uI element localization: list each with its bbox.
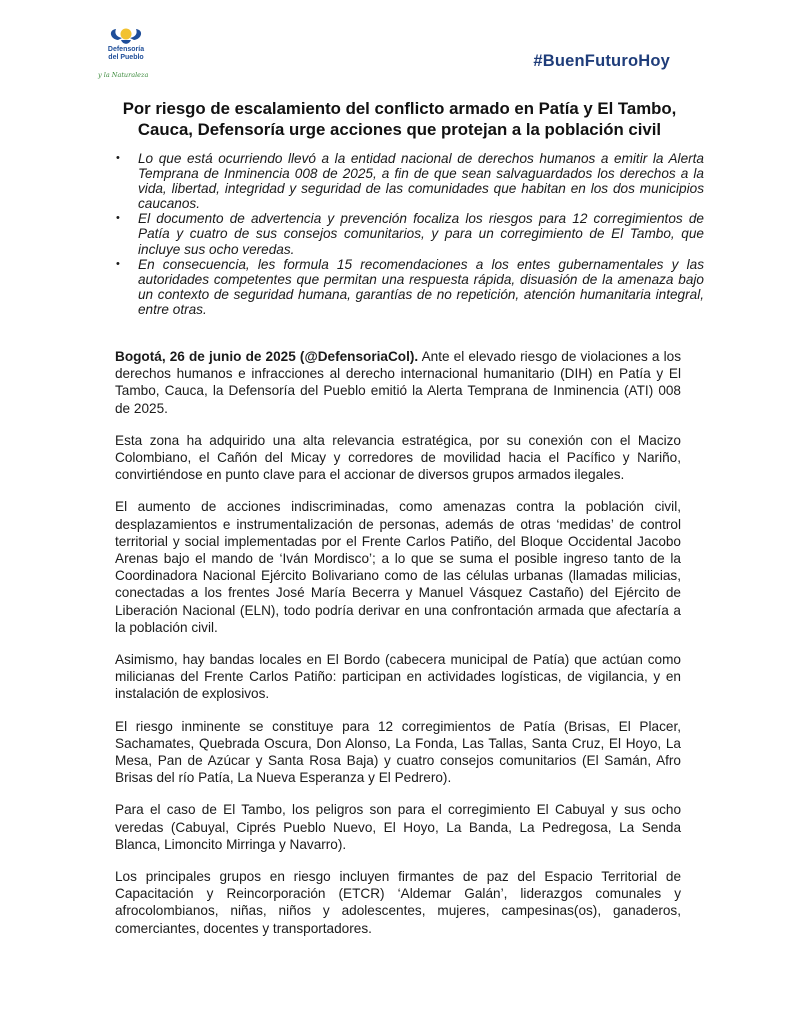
campaign-hashtag: #BuenFuturoHoy xyxy=(533,52,670,70)
paragraph: El riesgo inminente se constituye para 12 corregimientos de Patía (Brisas, El Placer, Sachamates, Quebrada Oscura, Don Alonso, La Fonda, Las Tallas, Santa Cruz, El Hoyo, La Mesa, Pan de Azúcar y Santa Rosa Baja) y cuatro consejos comunitarios (El Samán, Afro Brisas del río Patía, La Nueva Esperanza y El Pedrero). xyxy=(115,718,681,786)
list-item: • Lo que está ocurriendo llevó a la entidad nacional de derechos humanos a emitir la Alerta Temprana de Inminencia 008 de 2025, a fin de que sean salvaguardados los derechos a la vida, libertad, integridad y seguridad de las comunidades que habitan en los dos municipios caucanos. xyxy=(116,151,704,212)
paragraph: Bogotá, 26 de junio de 2025 (@DefensoriaCol). Ante el elevado riesgo de violaciones a los derechos humanos e infracciones al derecho internacional humanitario (DIH) en Patía y El Tambo, Cauca, la Defensoría del Pueblo emitió la Alerta Temprana de Inminencia (ATI) 008 de 2025. xyxy=(115,349,681,416)
list-item: • El documento de advertencia y prevención focaliza los riesgos para 12 corregimientos de Patía y cuatro de sus consejos comunitarios, y para un corregimiento de El Tambo, que incluye sus ocho veredas. xyxy=(116,211,704,257)
bullet-icon: • xyxy=(116,212,120,225)
paragraph: El aumento de acciones indiscriminadas, como amenazas contra la población civil, desplazamientos e instrumentalización de personas, además de otras ‘medidas’ de control territorial y social implementadas por el Frente Carlos Patiño, del Bloque Occidental Jacobo Arenas bajo el mando de ‘Iván Mordisco’; a lo que se suma el posible ingreso tanto de la Coordinadora Nacional Ejército Bolivariano como de las células urbanas (llamadas milicias, conectadas a los frentes José María Becerra y Manuel Vásquez Castaño) del Ejército de Liberación Nacional (ELN), todo podría derivar en una confrontación armada que afectaría a la población civil. xyxy=(115,499,681,635)
summary-bullets xyxy=(118,151,704,317)
logo-name: Defensoría del Pueblo xyxy=(107,46,145,61)
list-item: • En consecuencia, les formula 15 recomendaciones a los entes gubernamentales y las autoridades competentes que permitan una respuesta rápida, disuasión de la amenaza bajo un contexto de seguridad humana, garantías de no repetición, atención humanitaria integral, entre otras. xyxy=(116,256,704,317)
defensoria-logo xyxy=(96,26,176,84)
dateline: Bogotá, 26 de junio de 2025 (@DefensoriaCol). xyxy=(115,349,419,364)
logo-emblem-icon xyxy=(96,26,156,48)
paragraph: Esta zona ha adquirido una alta relevancia estratégica, por su conexión con el Macizo Colombiano, el Cañón del Micay y corredores de movilidad hacia el Pacífico y Nariño, convirtiéndose en punto clave para el accionar de diversos grupos armados ilegales. xyxy=(115,432,681,483)
bullet-icon: • xyxy=(116,257,120,270)
page-title: Por riesgo de escalamiento del conflicto armado en Patía y El Tambo, Cauca, Defensoría urge acciones que protejan a la población civil xyxy=(122,99,677,139)
paragraph: Para el caso de El Tambo, los peligros son para el corregimiento El Cabuyal y sus ocho veredas (Cabuyal, Ciprés Pueblo Nuevo, El Hoyo, La Banda, La Pedregosa, La Senda Blanca, Limoncito Mirringa y Navarro). xyxy=(115,802,681,852)
logo-tagline: y la Naturaleza xyxy=(98,71,149,79)
paragraph: Asimismo, hay bandas locales en El Bordo (cabecera municipal de Patía) que actúan como milicianas del Frente Carlos Patiño: participan en actividades logísticas, de vigilancia, y en instalación de explosivos. xyxy=(115,652,681,702)
paragraph: Los principales grupos en riesgo incluyen firmantes de paz del Espacio Territorial de Capacitación y Reincorporación (ETCR) ‘Aldemar Galán’, liderazgos comunales y afrocolombianos, niñas, niños y adolescentes, mujeres, campesinas(os), ganaderos, comerciantes, docentes y transportadores. xyxy=(115,869,681,936)
article-body xyxy=(115,348,681,952)
bullet-icon: • xyxy=(116,152,120,164)
